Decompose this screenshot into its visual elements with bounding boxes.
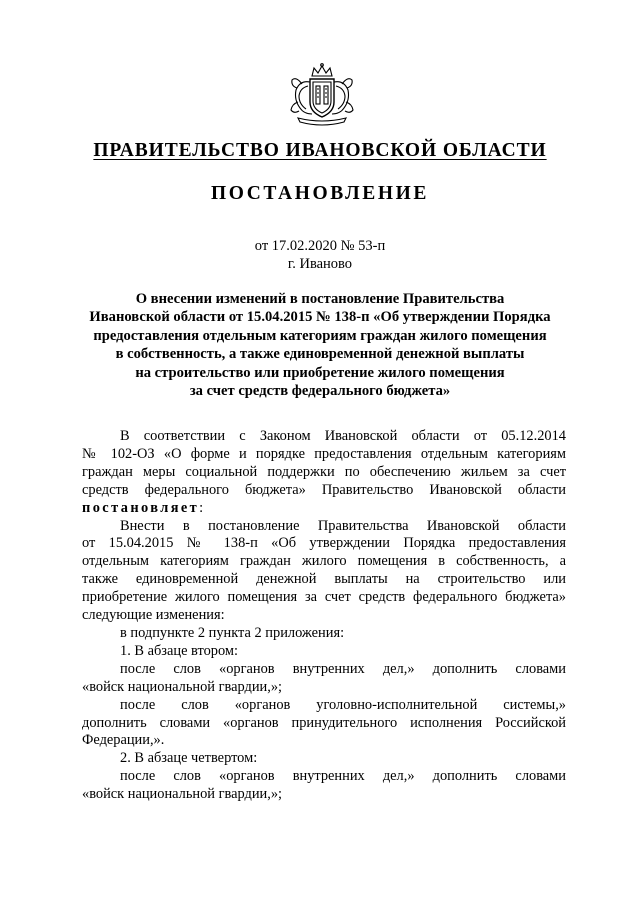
subject-line: на строительство или приобретение жилого помещения	[135, 364, 505, 381]
subject-line: предоставления отдельным категориям граждан жилого помещения	[93, 327, 547, 344]
body-line: № 102-ОЗ «О форме и порядке предоставления отдельным категориям	[82, 445, 566, 462]
organization-title: ПРАВИТЕЛЬСТВО ИВАНОВСКОЙ ОБЛАСТИ	[93, 140, 547, 161]
body-line: приобретение жилого помещения за счет средств федерального бюджета»	[82, 589, 566, 606]
sub-clause: в подпункте 2 пункта 2 приложения:	[120, 624, 345, 641]
decree-word: постановляет	[82, 499, 200, 516]
body-line: также единовременной денежной выплаты на строительство или	[82, 571, 566, 588]
body-line: В соответствии с Законом Ивановской области от 05.12.2014	[120, 428, 566, 444]
body-line: «войск национальной гвардии,»;	[82, 678, 283, 695]
body-line: после слов «органов уголовно-исполнительной системы,»	[120, 696, 566, 713]
body-line: следующие изменения:	[82, 607, 225, 624]
body-line: отдельным категориям граждан жилого помещения в собственность, а	[82, 553, 566, 570]
body-line: после слов «органов внутренних дел,» дополнить словами	[120, 768, 566, 785]
body-line: Федерации,».	[82, 732, 165, 749]
decree-line	[82, 500, 566, 518]
body-line: от 15.04.2015 № 138-п «Об утверждении Порядка предоставления	[82, 535, 566, 552]
document-city: г. Иваново	[287, 256, 353, 272]
decree-punct: :	[199, 499, 204, 516]
body-line: средств федерального бюджета» Правительство Ивановской области	[82, 481, 566, 498]
paragraph-heading: 2. В абзаце четвертом:	[120, 750, 258, 767]
body-line: Внести в постановление Правительства Ивановской области	[120, 517, 566, 534]
document-date-number: от 17.02.2020 № 53-п	[254, 238, 386, 254]
body-line: после слов «органов внутренних дел,» дополнить словами	[120, 660, 566, 677]
subject-line: О внесении изменений в постановление Правительства	[135, 291, 505, 307]
paragraph-heading: 1. В абзаце втором:	[120, 642, 239, 659]
document-body	[82, 428, 566, 804]
document-type: ПОСТАНОВЛЕНИЕ	[210, 183, 430, 204]
subject-line: Ивановской области от 15.04.2015 № 138-п «Об утверждении Порядка	[89, 309, 551, 326]
document-subject	[80, 290, 560, 400]
body-line: «войск национальной гвардии,»;	[82, 786, 283, 803]
subject-line: за счет средств федерального бюджета»	[189, 383, 451, 400]
coat-of-arms-icon	[288, 62, 356, 126]
body-line: граждан меры социальной поддержки по обеспечению жильем за счет	[82, 463, 566, 480]
body-line: дополнить словами «органов принудительного исполнения Российской	[82, 714, 566, 731]
subject-line: в собственность, а также единовременной денежной выплаты	[115, 346, 525, 363]
